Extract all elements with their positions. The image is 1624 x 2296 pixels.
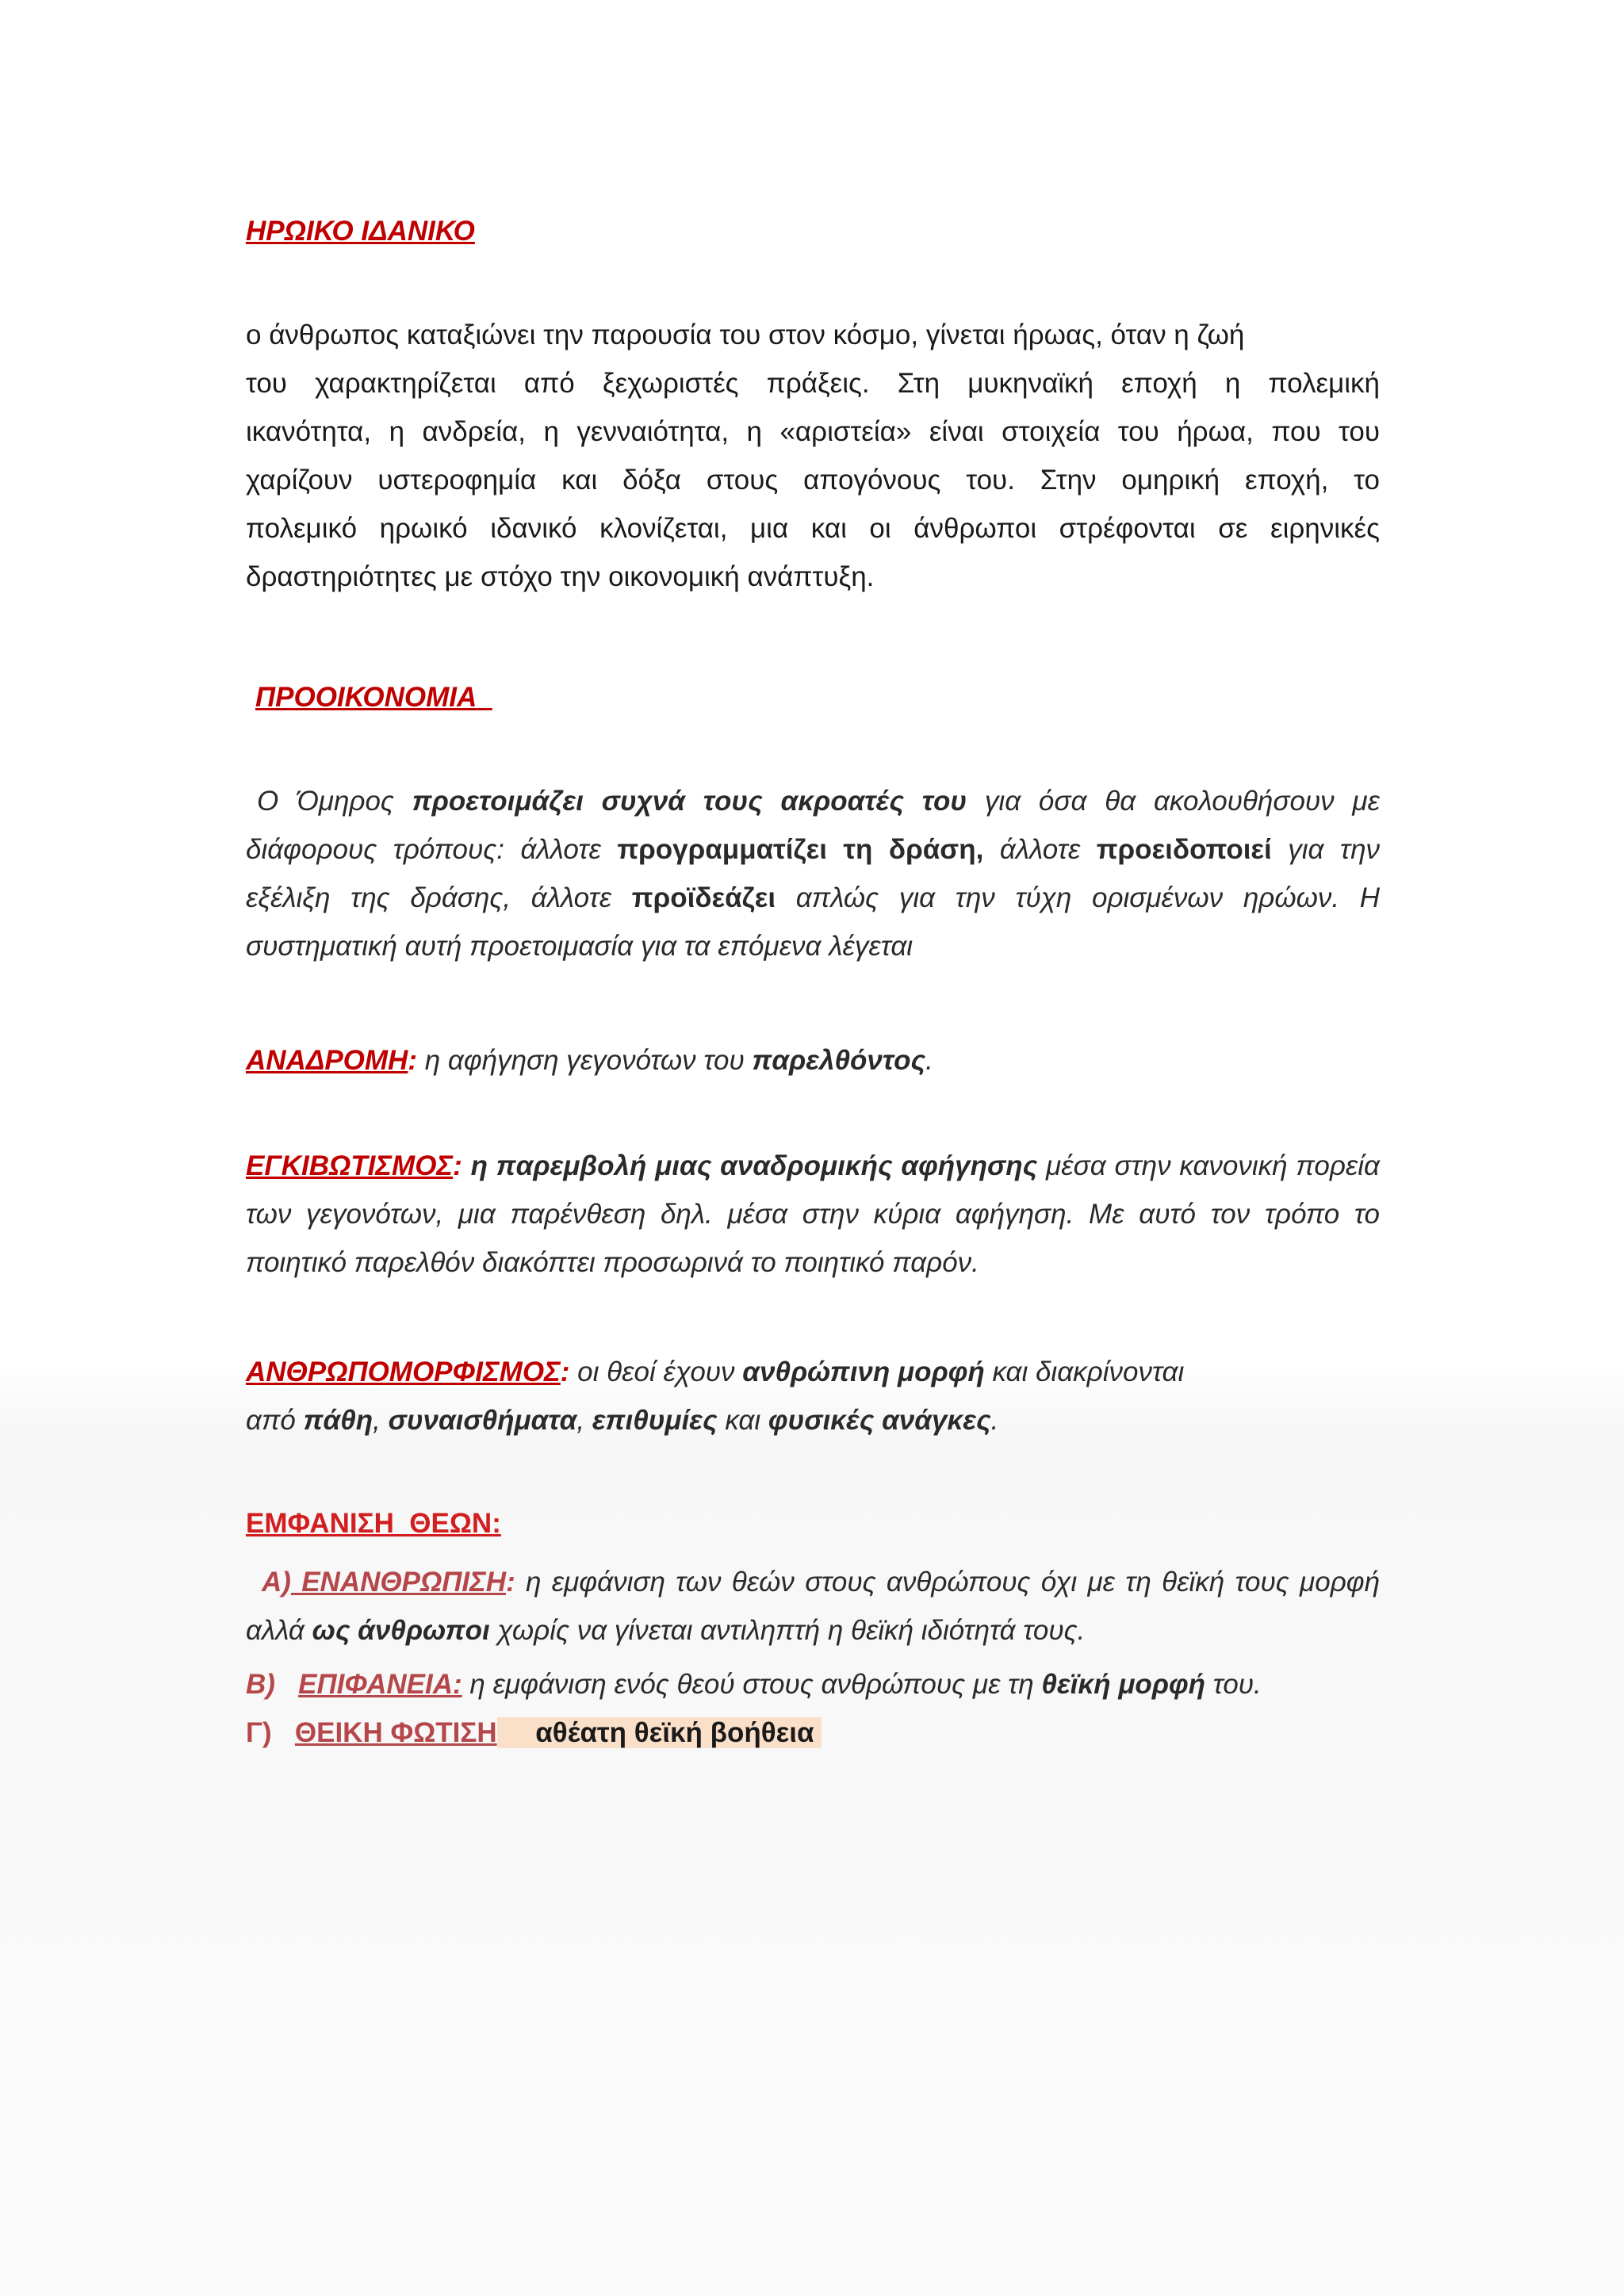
term-anthropomorfismos: ΑΝΘΡΩΠΟΜΟΡΦΙΣΜΟΣ: [246, 1357, 561, 1387]
paragraph-line: ο άνθρωπος καταξιώνει την παρουσία του στον κόσμο, γίνεται ήρωας, όταν η ζωή: [246, 320, 1245, 350]
paragraph-line: ΑΝΘΡΩΠΟΜΟΡΦΙΣΜΟΣ: οι θεοί έχουν ανθρώπινη μορφή και διακρίνονται: [246, 1357, 1185, 1387]
bold-phrase: παρελθόντος: [752, 1045, 926, 1076]
paragraph-prooikonomia: Ο Όμηρος προετοιμάζει συχνά τους ακροατές του για όσα θα ακολουθήσουν με διάφορους τρόπους: άλλοτε προγραμματίζει τη δράση, άλλοτε προειδοποιεί για την εξέλιξη της δράσης, άλλοτε προϊδεάζει απλώς για την τύχη ορισμένων ηρώων. Η συστηματική αυτή προετοιμασία για τα επόμενα λέγεται: [246, 786, 1381, 962]
section-emfanisi-heading: [246, 1508, 1380, 1540]
paragraph-line: χαρίζουν υστεροφημία και δόξα στους απογόνους του. Στην ομηρική εποχή, το: [246, 465, 1380, 496]
paragraph-anthropomorfismos: [246, 1348, 1380, 1445]
paragraph-enanthropisi: Α) ΕΝΑΝΘΡΩΠΙΣΗ: η εμφάνιση των θεών στους ανθρώπους όχι με τη θεϊκή τους μορφή αλλά ως άνθρωποι χωρίς να γίνεται αντιληπτή η θεϊκή ιδιότητά τους.: [246, 1567, 1381, 1646]
paragraph-line: ικανότητα, η ανδρεία, η γενναιότητα, η «αριστεία» είναι στοιχεία του ήρωα, που του: [246, 416, 1380, 447]
term-enanthropisi: ΕΝΑΝΘΡΩΠΙΣΗ: [290, 1567, 507, 1598]
bold-phrase: προετοιμάζει συχνά τους ακροατές του: [412, 786, 967, 817]
term-theiki-fotisi: ΘΕΙΚΗ ΦΩΤΙΣΗ: [294, 1717, 497, 1748]
term-anadromi: ΑΝΑΔΡΟΜΗ: [246, 1045, 408, 1076]
paragraph-line: από πάθη, συναισθήματα, επιθυμίες και φυσικές ανάγκες.: [246, 1405, 999, 1436]
term-epifaneia: ΕΠΙΦΑΝΕΙΑ:: [298, 1669, 462, 1700]
section-heroic-heading: [246, 216, 1380, 247]
bold-phrase: η παρεμβολή μιας αναδρομικής αφήγησης: [462, 1150, 1038, 1181]
bold-phrase: προειδοποιεί: [1096, 834, 1272, 865]
paragraph-theiki-fotisi: Γ) ΘΕΙΚΗ ΦΩΤΙΣΗ αθέατη θεϊκή βοήθεια: [246, 1709, 1380, 1757]
paragraph-line: του χαρακτηρίζεται από ξεχωριστές πράξεις. Στη μυκηναϊκή εποχή η πολεμική: [246, 368, 1380, 399]
heading-prooikonomia: ΠΡΟΟΙΚΟΝΟΜΙΑ: [255, 682, 477, 713]
paragraph-anadromi: ΑΝΑΔΡΟΜΗ: η αφήγηση γεγονότων του παρελθόντος.: [246, 1045, 933, 1076]
paragraph-line: δραστηριότητες με στόχο την οικονομική ανάπτυξη.: [246, 561, 875, 592]
paragraph-heroic-ideal: [246, 311, 1380, 601]
highlighted-text: αθέατη θεϊκή βοήθεια: [535, 1717, 814, 1748]
paragraph-epifaneia: Β) ΕΠΙΦΑΝΕΙΑ: η εμφάνιση ενός θεού στους ανθρώπους με τη θεϊκή μορφή του.: [246, 1669, 1262, 1700]
bold-phrase: προϊδεάζει: [631, 882, 776, 913]
term-egkivotismos: ΕΓΚΙΒΩΤΙΣΜΟΣ: [246, 1150, 454, 1181]
heading-heroic-ideal: ΗΡΩΙΚΟ ΙΔΑΝΙΚΟ: [246, 216, 475, 247]
heading-emfanisi-theon: ΕΜΦΑΝΙΣΗ ΘΕΩΝ:: [246, 1508, 501, 1539]
bold-phrase: προγραμματίζει τη δράση,: [617, 834, 984, 865]
paragraph-egkivotismos: ΕΓΚΙΒΩΤΙΣΜΟΣ: η παρεμβολή μιας αναδρομικής αφήγησης μέσα στην κανονική πορεία των γεγονότων, μια παρένθεση δηλ. μέσα στην κύρια αφήγηση. Με αυτό τον τρόπο το ποιητικό παρελθόν διακόπτει προσωρινά το ποιητικό παρόν.: [246, 1150, 1381, 1278]
section-prooikonomia-heading: [255, 682, 1389, 714]
paragraph-line: πολεμικό ηρωικό ιδανικό κλονίζεται, μια και οι άνθρωποι στρέφονται σε ειρηνικές: [246, 513, 1380, 544]
